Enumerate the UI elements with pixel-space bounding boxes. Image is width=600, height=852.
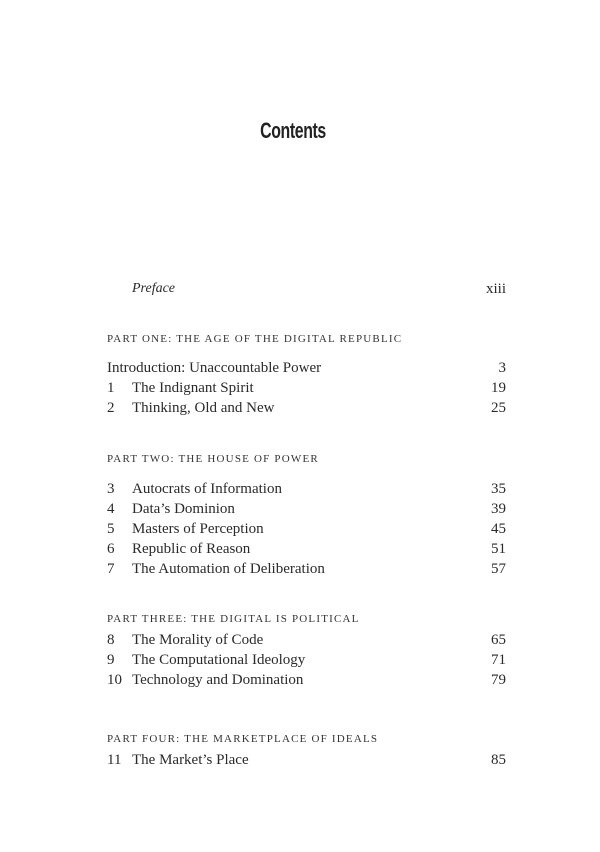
toc-entry[interactable] xyxy=(107,398,506,418)
toc-entry[interactable] xyxy=(107,358,506,378)
toc-entry[interactable] xyxy=(107,499,506,519)
chapter-number: 11 xyxy=(107,752,122,768)
toc-entry[interactable] xyxy=(107,670,506,690)
page-title: Contents xyxy=(260,118,326,143)
entry-page: 45 xyxy=(491,521,506,537)
entry-title: The Automation of Deliberation xyxy=(132,561,325,577)
part-heading: PART FOUR: THE MARKETPLACE OF IDEALS xyxy=(107,733,379,745)
entry-title: Preface xyxy=(132,281,176,296)
toc-entry-preface[interactable] xyxy=(132,279,506,299)
chapter-number: 8 xyxy=(107,632,115,648)
entry-title: The Market’s Place xyxy=(132,752,249,768)
entry-title: Autocrats of Information xyxy=(132,481,282,497)
entry-page: 71 xyxy=(491,652,506,668)
entry-page: 25 xyxy=(491,400,506,416)
toc-entry[interactable] xyxy=(107,650,506,670)
chapter-number: 7 xyxy=(107,561,115,577)
entry-page: 85 xyxy=(491,752,506,768)
chapter-number: 1 xyxy=(107,380,115,396)
entry-page: 57 xyxy=(491,561,506,577)
entry-page: 51 xyxy=(491,541,506,557)
entry-title: Masters of Perception xyxy=(132,521,264,537)
toc-entry[interactable] xyxy=(107,559,506,579)
toc-entry[interactable] xyxy=(107,539,506,559)
entry-page: 3 xyxy=(498,360,506,376)
entry-title: The Morality of Code xyxy=(132,632,264,648)
entry-page: xiii xyxy=(485,281,506,297)
toc-entry[interactable] xyxy=(107,479,506,499)
entry-title: Data’s Dominion xyxy=(132,501,235,517)
chapter-number: 6 xyxy=(107,541,115,557)
part-heading: PART ONE: THE AGE OF THE DIGITAL REPUBLIC xyxy=(107,333,403,345)
toc-entry[interactable] xyxy=(107,750,506,770)
chapter-number: 5 xyxy=(107,521,115,537)
entry-title: The Computational Ideology xyxy=(132,652,306,668)
entry-title: Republic of Reason xyxy=(132,541,251,557)
toc-entry[interactable] xyxy=(107,519,506,539)
entry-page: 19 xyxy=(491,380,506,396)
chapter-number: 3 xyxy=(107,481,115,497)
chapter-number: 4 xyxy=(107,501,115,517)
entry-title: Thinking, Old and New xyxy=(132,400,275,416)
entry-page: 39 xyxy=(491,501,506,517)
entry-title: Introduction: Unaccountable Power xyxy=(107,360,322,376)
entry-title: The Indignant Spirit xyxy=(132,380,254,396)
toc-entry[interactable] xyxy=(107,378,506,398)
part-heading: PART THREE: THE DIGITAL IS POLITICAL xyxy=(107,613,360,625)
part-heading: PART TWO: THE HOUSE OF POWER xyxy=(107,453,319,465)
entry-page: 35 xyxy=(491,481,506,497)
chapter-number: 9 xyxy=(107,652,115,668)
entry-title: Technology and Domination xyxy=(132,672,304,688)
entry-page: 79 xyxy=(491,672,506,688)
entry-page: 65 xyxy=(491,632,506,648)
chapter-number: 10 xyxy=(107,672,122,688)
toc-entry[interactable] xyxy=(107,630,506,650)
chapter-number: 2 xyxy=(107,400,115,416)
